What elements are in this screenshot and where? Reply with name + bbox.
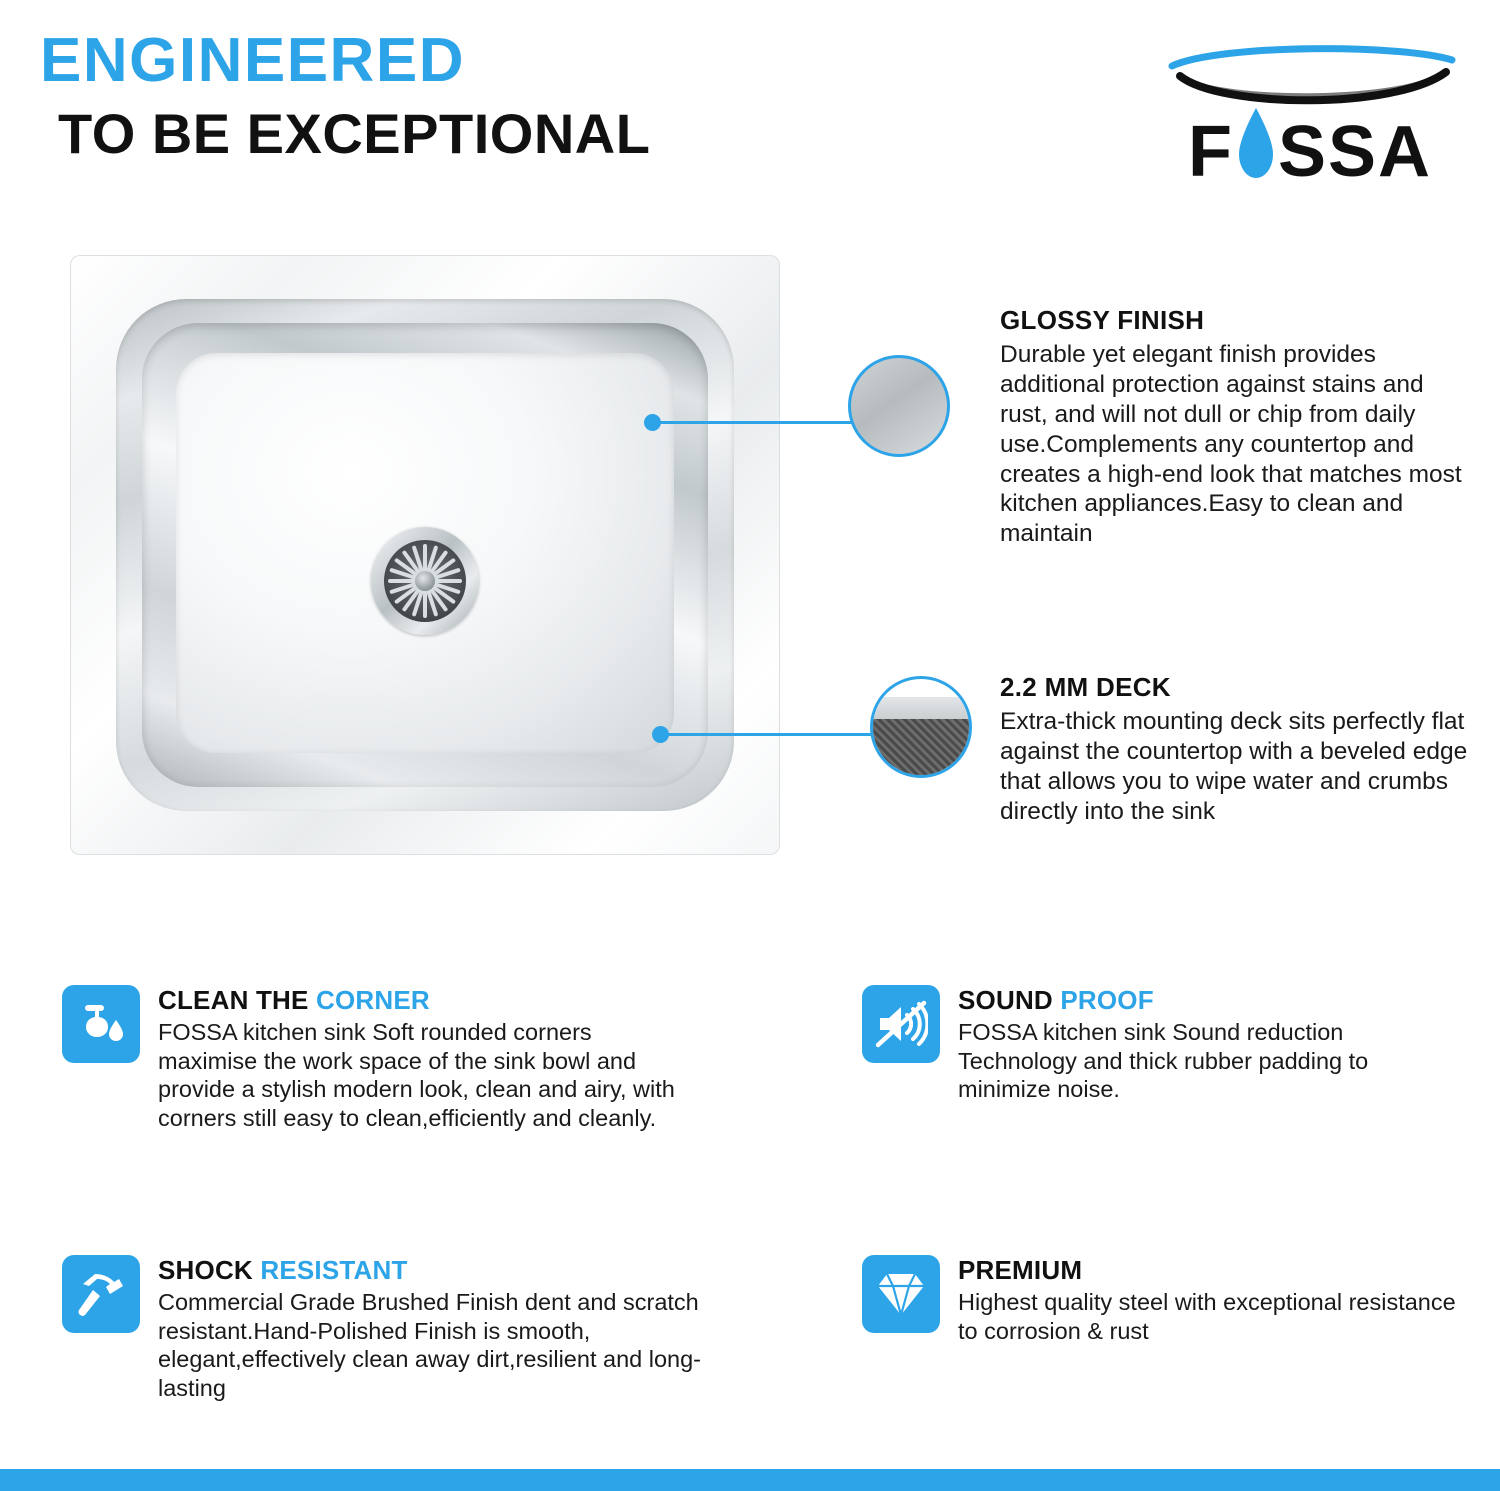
brand-logo [1150, 36, 1470, 206]
leader-line-glossy [652, 421, 852, 424]
callout-body: Extra-thick mounting deck sits perfectly flat against the countertop with a beveled edge that allows you to wipe water and crumbs directly into the sink [1000, 708, 1468, 825]
callout-title: 2.2 MM DECK [1000, 672, 1171, 702]
feature-title [158, 1255, 722, 1286]
feature-body: FOSSA kitchen sink Sound reduction Technology and thick rubber padding to minimize noise. [958, 1019, 1369, 1103]
deck-underside-texture [870, 719, 972, 778]
leader-dot-glossy [644, 414, 661, 431]
feature-body: Highest quality steel with exceptional resistance to corrosion & rust [958, 1289, 1456, 1344]
feature-text [158, 985, 682, 1133]
callout-body: Durable yet elegant finish provides additional protection against stains and rust, and will not dull or chip from daily use.Complements any countertop and creates a high-end look that matches most kitchen appliances.Easy to clean and maintain [1000, 341, 1462, 548]
leader-dot-deck [652, 726, 669, 743]
feature-title-dark: CLEAN THE [158, 985, 309, 1015]
feature-text [158, 1255, 722, 1403]
feature-title-dark: SOUND [958, 985, 1053, 1015]
sink-outline-icon [1150, 36, 1470, 112]
feature-sound-proof [862, 985, 1462, 1104]
feature-body: FOSSA kitchen sink Soft rounded corners maximise the work space of the sink bowl and provide a stylish modern look, clean and airy, with corners still easy to clean,efficiently and cleanly. [158, 1019, 675, 1131]
callout-title: GLOSSY FINISH [1000, 305, 1205, 335]
sink-deck-surface [70, 255, 780, 855]
feature-title-dark: PREMIUM [958, 1255, 1083, 1285]
feature-body: Commercial Grade Brushed Finish dent and scratch resistant.Hand-Polished Finish is smooth, elegant,effectively clean away dirt,resilient and long-lasting [158, 1289, 701, 1401]
drain-hole [384, 540, 466, 622]
feature-title-accent: CORNER [316, 985, 430, 1015]
feature-shock-resistant [62, 1255, 722, 1403]
feature-title-dark: SHOCK [158, 1255, 253, 1285]
feature-clean-the-corner [62, 985, 682, 1133]
deck-thickness-swatch [870, 676, 972, 778]
sink-bowl-wall [142, 323, 708, 787]
sink-bowl-base [176, 353, 674, 753]
feature-title [958, 1255, 1462, 1286]
feature-title [158, 985, 682, 1016]
callout-glossy-finish [1000, 305, 1475, 549]
feature-title-accent: PROOF [1060, 985, 1154, 1015]
feature-premium [862, 1255, 1462, 1345]
drain-center-cap [415, 571, 435, 591]
faucet-water-drop-icon [62, 985, 140, 1063]
drain-strainer-icon [371, 527, 479, 635]
hammer-icon [62, 1255, 140, 1333]
product-image [70, 255, 780, 855]
feature-title-accent: RESISTANT [260, 1255, 408, 1285]
headline-secondary: TO BE EXCEPTIONAL [58, 102, 651, 166]
glossy-finish-swatch [848, 355, 950, 457]
sink-bowl-rim [116, 299, 734, 811]
feature-title [958, 985, 1462, 1016]
feature-text [958, 985, 1462, 1104]
diamond-icon [862, 1255, 940, 1333]
feature-text [958, 1255, 1462, 1345]
brand-name-left: F [1187, 112, 1234, 192]
brand-wordmark [1187, 112, 1433, 192]
callout-deck-thickness [1000, 672, 1480, 827]
brand-name-right: SSA [1277, 112, 1433, 192]
bottom-accent-bar [0, 1469, 1500, 1491]
leader-line-deck [660, 733, 875, 736]
muted-speaker-icon [862, 985, 940, 1063]
headline-primary: ENGINEERED [40, 26, 465, 95]
